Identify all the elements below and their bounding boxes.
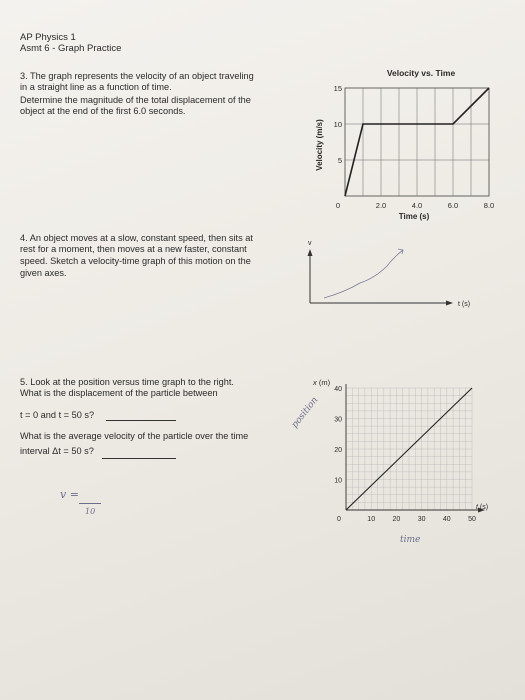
- velocity-chart-y-tick-label: 5: [337, 156, 342, 165]
- position-chart-y-tick-label: 40: [334, 386, 342, 393]
- velocity-chart-x-tick-label: 0: [335, 201, 341, 210]
- position-chart-x-tick-label: 40: [442, 516, 451, 523]
- q5-line-3: t = 0 and t = 50 s?: [20, 410, 95, 420]
- q4-sketch-line: [324, 250, 403, 298]
- velocity-chart-y-tick-label: 10: [333, 120, 342, 129]
- position-chart-x-tick-label: 10: [367, 516, 376, 523]
- q4-line-3: speed. Sketch a velocity-time graph of this motion on the: [20, 256, 251, 266]
- position-chart-y-unit: x (m): [313, 378, 331, 387]
- q4-x-axis-arrow: [446, 301, 453, 306]
- q5-answer-blank-1[interactable]: [106, 420, 176, 421]
- velocity-chart-x-tick-label: 6.0: [447, 201, 459, 210]
- handwritten-position-note: position: [290, 395, 321, 431]
- q3-line-4: object at the end of the first 6.0 seconds.: [20, 106, 186, 116]
- position-chart-x-ticks: [367, 516, 476, 523]
- q3-line-3: Determine the magnitude of the total displacement of the: [20, 95, 251, 105]
- velocity-chart-title: Velocity vs. Time: [386, 68, 456, 78]
- assignment-title: Asmt 6 - Graph Practice: [20, 43, 122, 54]
- velocity-chart-x-tick-label: 2.0: [375, 201, 387, 210]
- handwritten-fraction-bar: [79, 503, 101, 504]
- position-chart-y-tick-label: 20: [334, 447, 342, 454]
- position-chart-origin-label: 0: [337, 516, 341, 523]
- position-chart-x-tick-label: 20: [392, 516, 401, 523]
- q4-y-label: v: [308, 240, 312, 247]
- velocity-chart-y-ticks: [334, 84, 342, 165]
- velocity-chart-x-tick-label: 4.0: [411, 201, 423, 210]
- position-chart-x-unit: t (s): [476, 504, 489, 511]
- velocity-time-chart: [300, 62, 515, 222]
- position-chart-y-ticks: [334, 386, 342, 485]
- q5-line-1: 5. Look at the position versus time graph to the right.: [20, 377, 234, 387]
- q3-line-1: 3. The graph represents the velocity of an object traveling: [20, 71, 254, 81]
- q5-answer-blank-2[interactable]: [102, 458, 176, 459]
- handwritten-time-note: time: [400, 535, 421, 545]
- handwritten-v-equals: v =: [60, 488, 79, 501]
- position-time-chart: [300, 372, 518, 527]
- q4-y-axis-arrow: [308, 249, 313, 256]
- velocity-chart-grid: [345, 88, 489, 196]
- handwritten-denominator: 10: [85, 507, 96, 516]
- velocity-chart-y-label: Velocity (m/s): [315, 119, 324, 171]
- q5-line-2: What is the displacement of the particle between: [20, 388, 218, 398]
- q4-sketch-axes: [300, 238, 500, 316]
- q4-line-4: given axes.: [20, 268, 67, 278]
- position-chart-x-tick-label: 30: [417, 516, 426, 523]
- velocity-chart-x-label: Time (s): [398, 212, 430, 221]
- position-chart-x-tick-label: 50: [468, 516, 476, 523]
- position-chart-y-tick-label: 10: [334, 477, 342, 485]
- q3-line-2: in a straight line as a function of time.: [20, 82, 172, 92]
- q4-x-label: t (s): [458, 301, 471, 308]
- velocity-chart-y-tick-label: 15: [333, 84, 342, 93]
- course-title: AP Physics 1: [20, 32, 76, 43]
- position-chart-grid: [346, 384, 485, 513]
- q4-line-1: 4. An object moves at a slow, constant speed, then sits at: [20, 233, 253, 243]
- velocity-chart-x-tick-label: 8.0: [483, 201, 495, 210]
- position-chart-y-tick-label: 30: [334, 416, 342, 424]
- q4-line-2: rest for a moment, then moves at a new faster, constant: [20, 244, 247, 254]
- velocity-chart-x-ticks: [336, 201, 494, 210]
- q5-line-4: What is the average velocity of the particle over the time: [20, 431, 249, 441]
- q5-line-5: interval Δt = 50 s?: [20, 446, 94, 456]
